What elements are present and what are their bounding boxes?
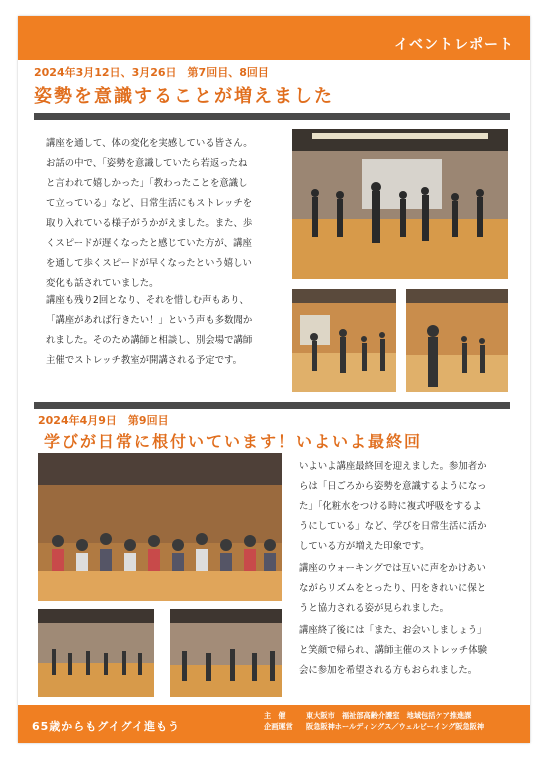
- photo-walking-left: [38, 609, 154, 697]
- section1-heading: 姿勢を意識することが増えました: [34, 86, 334, 107]
- organizer-label: 主 催: [264, 711, 286, 720]
- section1-paragraph-2: [46, 291, 296, 371]
- text-line: お話の中で、「姿勢を意識していたら若返ったね: [46, 158, 248, 169]
- text-line: と笑顔で帰られ、講師主催のストレッチ体験: [299, 645, 487, 656]
- text-line: れました。そのため講師と相談し、別会場で講師: [46, 335, 253, 346]
- text-line: くスピードが遅くなったと感じていた方が、講座: [46, 238, 252, 249]
- header-bar: [18, 16, 530, 60]
- text-line: 会に参加を希望される方もおられました。: [299, 665, 478, 676]
- photo-class-instructor: [406, 289, 508, 392]
- section1-rule: [34, 113, 510, 120]
- section2-paragraph-3: [299, 621, 524, 681]
- text-line: を通して歩くスピードが早くなったという嬉しい: [46, 258, 252, 269]
- section2-paragraph-2: [299, 559, 524, 619]
- text-line: 「講座があれば行きたい！」という声も多数聞か: [46, 315, 253, 326]
- text-line: うと協力される姿が見られました。: [299, 603, 450, 614]
- text-line: いよいよ講座最終回を迎えました。参加者か: [299, 461, 487, 472]
- operator-value: 阪急阪神ホールディングス／ウェルビーイング阪急阪神: [306, 722, 485, 731]
- text-line: と言われて嬉しかった」「教わったことを意識し: [46, 178, 248, 189]
- section2-rule: [34, 402, 510, 409]
- photo-hall-stretch: [292, 129, 508, 279]
- text-line: 変化も話されていました。: [46, 278, 159, 289]
- footer-slogan: 65歳からもグイグイ進もう: [32, 720, 180, 733]
- text-line: らは「日ごろから姿勢を意識するようになっ: [299, 481, 487, 492]
- text-line: 主催でストレッチ教室が開講される予定です。: [46, 355, 243, 366]
- photo-class-arms-up: [292, 289, 396, 392]
- report-page: [18, 16, 530, 743]
- section1-date: 2024年3月12日、3月26日 第7回目、8回目: [34, 66, 269, 79]
- section2-date: 2024年4月9日 第9回目: [38, 414, 169, 427]
- section2-heading: 学びが日常に根付いています！いよいよ最終回: [44, 432, 423, 451]
- operator-label: 企画運営: [264, 722, 293, 731]
- section2-paragraph-1: [299, 457, 524, 557]
- organizer-value: 東大阪市 福祉部高齢介護室 地域包括ケア推進課: [306, 711, 472, 720]
- text-line: 取り入れている様子がうかがえました。また、歩: [46, 218, 253, 229]
- photo-group: [38, 453, 282, 601]
- text-line: 講座終了後には「また、お会いしましょう」: [299, 625, 487, 636]
- text-line: た」「化粧水をつける時に複式呼吸をするよ: [299, 501, 482, 512]
- text-line: 講座のウォーキングでは互いに声をかけあい: [299, 563, 486, 574]
- footer-credits: [264, 710, 484, 732]
- text-line: している方が増えた印象です。: [299, 541, 430, 552]
- section1-paragraph-1: [46, 134, 296, 294]
- text-line: 講座を通して、体の変化を実感している皆さん。: [46, 138, 253, 149]
- photo-walking-right: [170, 609, 282, 697]
- header-title: イベントレポート: [394, 37, 514, 53]
- text-line: ながらリズムをとったり、円をきれいに保と: [299, 583, 487, 594]
- text-line: て立っている」など、日常生活にもストレッチを: [46, 198, 253, 209]
- footer-bar: [18, 705, 530, 743]
- text-line: うにしている」など、学びを日常生活に活か: [299, 521, 487, 532]
- text-line: 講座も残り2回となり、それを惜しむ声もあり、: [46, 295, 249, 306]
